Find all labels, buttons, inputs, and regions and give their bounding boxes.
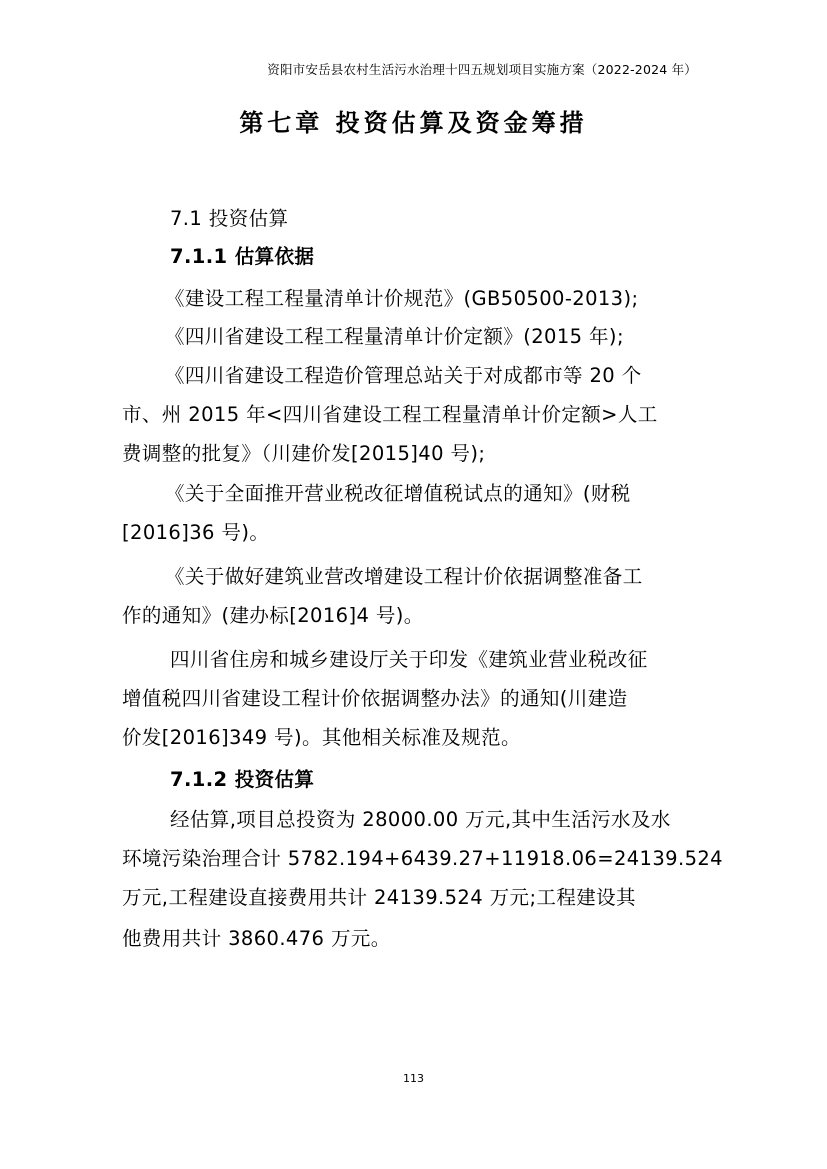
section-heading: 7.1 投资估算 [170,207,289,230]
basis-line: 四川省住房和城乡建设厅关于印发《建筑业营业税改征 [170,648,648,671]
subsection-heading-basis: 7.1.1 估算依据 [170,245,315,268]
basis-line: 增值税四川省建设工程计价依据调整办法》的通知(川建造 [122,687,628,710]
basis-line: 《四川省建设工程工程量清单计价定额》(2015 年); [165,325,624,348]
basis-line: 《四川省建设工程造价管理总站关于对成都市等 20 个 [165,364,642,387]
page-number: 113 [403,1072,424,1085]
basis-line: 《关于做好建筑业营改增建设工程计价依据调整准备工 [165,565,643,588]
basis-line: 市、州 2015 年<四川省建设工程工程量清单计价定额>人工 [122,403,658,426]
basis-line: 价发[2016]349 号)。其他相关标准及规范。 [122,726,521,749]
chapter-title: 第七章 投资估算及资金筹措 [239,109,588,137]
basis-line: 费调整的批复》（川建价发[2015]40 号); [122,442,486,465]
estimate-line: 万元,工程建设直接费用共计 24139.524 万元;工程建设其 [122,886,636,909]
basis-line: 《关于全面推开营业税改征增值税试点的通知》(财税 [165,482,631,505]
basis-line: 作的通知》(建办标[2016]4 号)。 [122,604,424,627]
subsection-heading-estimate: 7.1.2 投资估算 [170,768,315,791]
estimate-line: 经估算,项目总投资为 28000.00 万元,其中生活污水及水 [170,808,671,831]
running-header: 资阳市安岳县农村生活污水治理十四五规划项目实施方案（2022-2024 年） [267,62,697,77]
basis-line: 《建设工程工程量清单计价规范》(GB50500-2013); [165,287,639,310]
estimate-line: 他费用共计 3860.476 万元。 [122,927,391,950]
estimate-line: 环境污染治理合计 5782.194+6439.27+11918.06=24139.524 [122,847,723,870]
basis-line: [2016]36 号)。 [122,521,270,544]
